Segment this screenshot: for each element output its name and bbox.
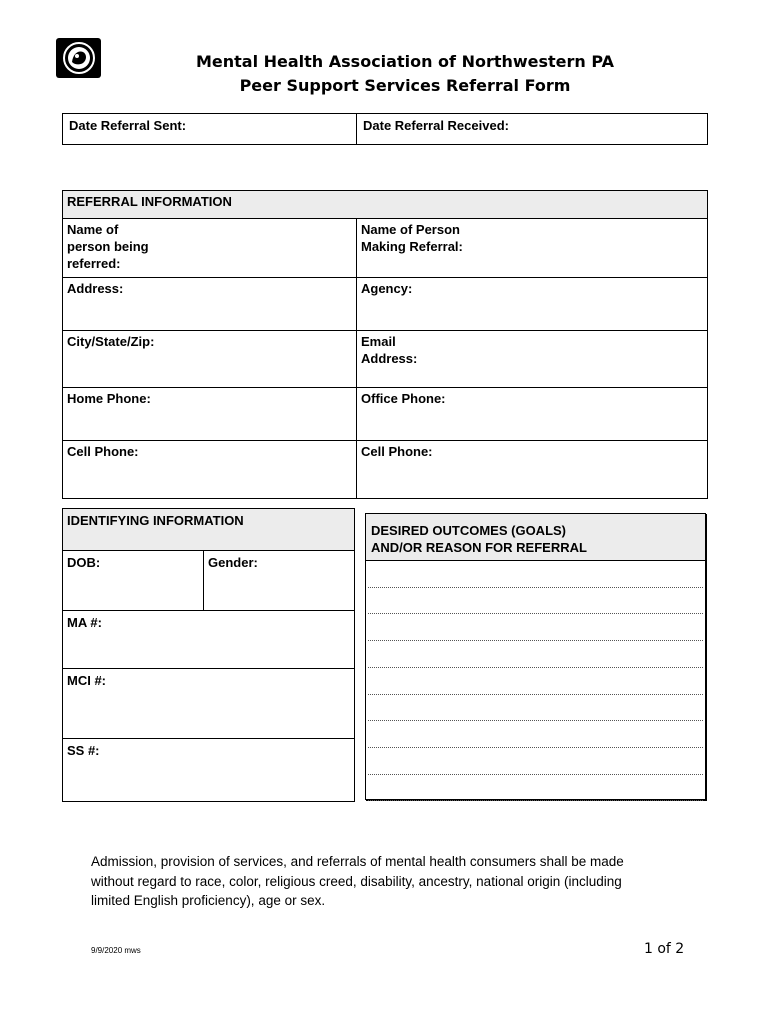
desired-outcomes-heading: DESIRED OUTCOMES (GOALS) AND/OR REASON FOR REFERRAL [371, 523, 587, 555]
outcome-entry-line[interactable] [368, 613, 703, 614]
organization-seal-icon [61, 41, 97, 75]
identifying-information-header [62, 508, 355, 551]
referral-field-label: City/State/Zip: [67, 334, 155, 349]
referral-field-right-1[interactable] [356, 277, 708, 331]
organization-logo [56, 38, 101, 78]
gender-field[interactable] [203, 550, 355, 611]
referral-field-right-3[interactable] [356, 387, 708, 441]
outcome-entry-line[interactable] [368, 800, 703, 801]
referral-field-left-0[interactable] [62, 218, 357, 278]
mci-number-field[interactable] [62, 668, 355, 739]
referral-field-left-4[interactable] [62, 440, 357, 499]
referral-field-label: Cell Phone: [67, 444, 139, 459]
identifying-information-heading: IDENTIFYING INFORMATION [67, 513, 244, 528]
referral-field-label: Address: [67, 281, 124, 296]
date-referral-sent-label: Date Referral Sent: [69, 118, 187, 133]
referral-field-left-2[interactable] [62, 330, 357, 388]
ss-number-field[interactable] [62, 738, 355, 802]
outcome-entry-line[interactable] [368, 640, 703, 641]
date-referral-received-label: Date Referral Received: [363, 118, 509, 133]
ma-number-field[interactable] [62, 610, 355, 669]
referral-information-header [62, 190, 708, 219]
outcome-entry-line[interactable] [368, 774, 703, 775]
referral-field-label: Cell Phone: [361, 444, 433, 459]
page-number: 1 of 2 [644, 941, 685, 957]
outcome-entry-line[interactable] [368, 587, 703, 588]
dob-field[interactable] [62, 550, 204, 611]
gender-label: Gender: [208, 555, 258, 570]
referral-information-heading: REFERRAL INFORMATION [67, 194, 232, 209]
dob-label: DOB: [67, 555, 101, 570]
ma-number-label: MA #: [67, 615, 102, 630]
mci-number-label: MCI #: [67, 673, 106, 688]
referral-field-left-3[interactable] [62, 387, 357, 441]
non-discrimination-notice: Admission, provision of services, and referrals of mental health consumers shall be made without regard to race, color, religious creed, disability, ancestry, national origin (including limited English proficiency), age or sex. [91, 854, 624, 908]
referral-field-label: Agency: [361, 281, 413, 296]
date-referral-received-field[interactable] [356, 113, 708, 145]
referral-field-label: Name of Person Making Referral: [361, 222, 463, 254]
revision-note: 9/9/2020 mws [91, 946, 141, 955]
referral-field-label: Home Phone: [67, 391, 151, 406]
referral-field-right-0[interactable] [356, 218, 708, 278]
referral-field-right-2[interactable] [356, 330, 708, 388]
referral-field-label: Name of person being referred: [67, 222, 149, 271]
outcome-entry-line[interactable] [368, 667, 703, 668]
form-title: Peer Support Services Referral Form [239, 76, 571, 95]
referral-field-right-4[interactable] [356, 440, 708, 499]
outcome-entry-line[interactable] [368, 720, 703, 721]
desired-outcomes-box [365, 513, 706, 800]
referral-field-label: Email Address: [361, 334, 418, 366]
desired-outcomes-header [366, 514, 705, 561]
referral-field-label: Office Phone: [361, 391, 446, 406]
organization-name: Mental Health Association of Northwestern PA [195, 52, 615, 71]
ss-number-label: SS #: [67, 743, 100, 758]
date-referral-sent-field[interactable] [62, 113, 357, 145]
outcome-entry-line[interactable] [368, 747, 703, 748]
outcome-entry-line[interactable] [368, 694, 703, 695]
referral-field-left-1[interactable] [62, 277, 357, 331]
